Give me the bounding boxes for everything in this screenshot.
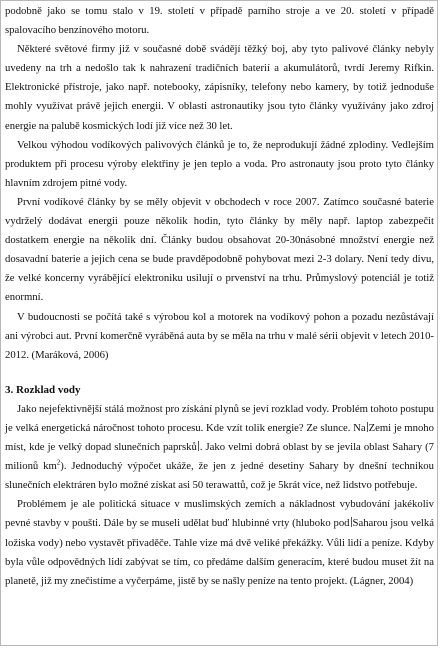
text-cursor-mark [367,422,368,432]
document-body [5,2,434,591]
paragraph-rifkin: Některé světové firmy již v současné době svádějí těžký boj, aby tyto palivové články nebyly uvedeny na trh a nedošlo tak k nahrazení tradičních baterií a akumulátorů, tvrdí Jeremy Rifkin. Elektronické přístroje, jako např. notebooky, zápisníky, telefony nebo kamery, by totiž jednoduše mohly využívat právě jejich energii. V oblasti astronautiky jsou tyto články využívány jako zdroj energie na palubě kosmických lodí již více než 30 let. [5,43,434,132]
text-run: Problémem je ale politická situace v muslimských zemích a nákladnost vybudování jakékoliv pevné stavby v poušti. Dále by se museli udělat buď hlubinné vrty (hluboko pod [5,498,434,530]
paragraph-future-vehicles: V budoucnosti se počítá také s výrobou kol a motorek na vodíkový pohon a pozadu nezůstávají ani výrobci aut. První komerčně vyráběná auta by se měla na trhu v malé sérii objevit v letech 2010-2012. (Maráková, 2006) [5,310,434,361]
paragraph-intro-continuation: podobně jako se tomu stalo v 19. století v případě parního stroje a ve 20. století v případě spalovacího benzínového motoru. [5,5,434,37]
text-run: . Jako velmi dobrá oblast by se jevila oblast Sahary (7 milionů km [5,441,435,473]
footnote-mark [198,441,199,451]
text-run: Saharou jsou velká ložiska vody) nebo vystavět přivaděče. Tahle vize má dvě veliké překážky. Vůli lidí a peníze. Kdyby byla vůle odpovědných lidí zabývat se tím, co předáme dalším generacím, které budou muset žít na planetě, již my znečistíme a vyčerpáme, jistě by se našly peníze na tento projekt. (Lágner, 2004) [5,517,434,587]
paragraph-political-problem [5,495,434,590]
section-heading-water-decomposition: 3. Rozklad vody [5,383,81,396]
paragraph-sahara-energy [5,400,434,495]
text-run: ). Jednoduchý výpočet ukáže, že jen z jedné desetiny Sahary by dnešní technikou slunečních elektráren bylo možné získat asi 50 terawattů, což je 5krát více, než lidstvo potřebuje. [5,460,434,492]
text-run: Zemi je mnoho míst, kde je velký dopad slunečních paprsků [5,421,434,454]
superscript: 2 [56,458,61,467]
paragraph-advantage: Velkou výhodou vodíkových palivových článků je to, že neprodukují žádné zplodiny. Vedlejším produktem při procesu výroby elektřiny je jen teplo a voda. Pro astronauty jsou proto tyto články hlavním zdrojem pitné vody. [5,138,434,189]
paragraph-market-2007: První vodíkové články by se měly objevit v obchodech v roce 2007. Zatímco současné baterie vydrželý dodávat energii pouze několik hodin, tyto články by měly např. laptop zabezpečit dostatkem energie na několik dní. Články budou obsahovat 20-30násobné množství energie než dosavadní baterie a jejich cena se bude pravděpodobně pohybovat mezi 2-3 dolary. Není tedy divu, že velké koncerny vyrábějící elektroniku usilují o prvenství na trhu. Průmyslový potenciál je totiž enormní. [5,195,434,304]
text-run: Jako nejefektivnější stálá možnost pro získání plynů se jeví rozklad vody. Problém tohoto postupu je velká energetická náročnost tohoto procesu. Kde vzít tolik energie? Ze slunce. Na [5,402,435,434]
text-cursor-mark [351,517,352,527]
